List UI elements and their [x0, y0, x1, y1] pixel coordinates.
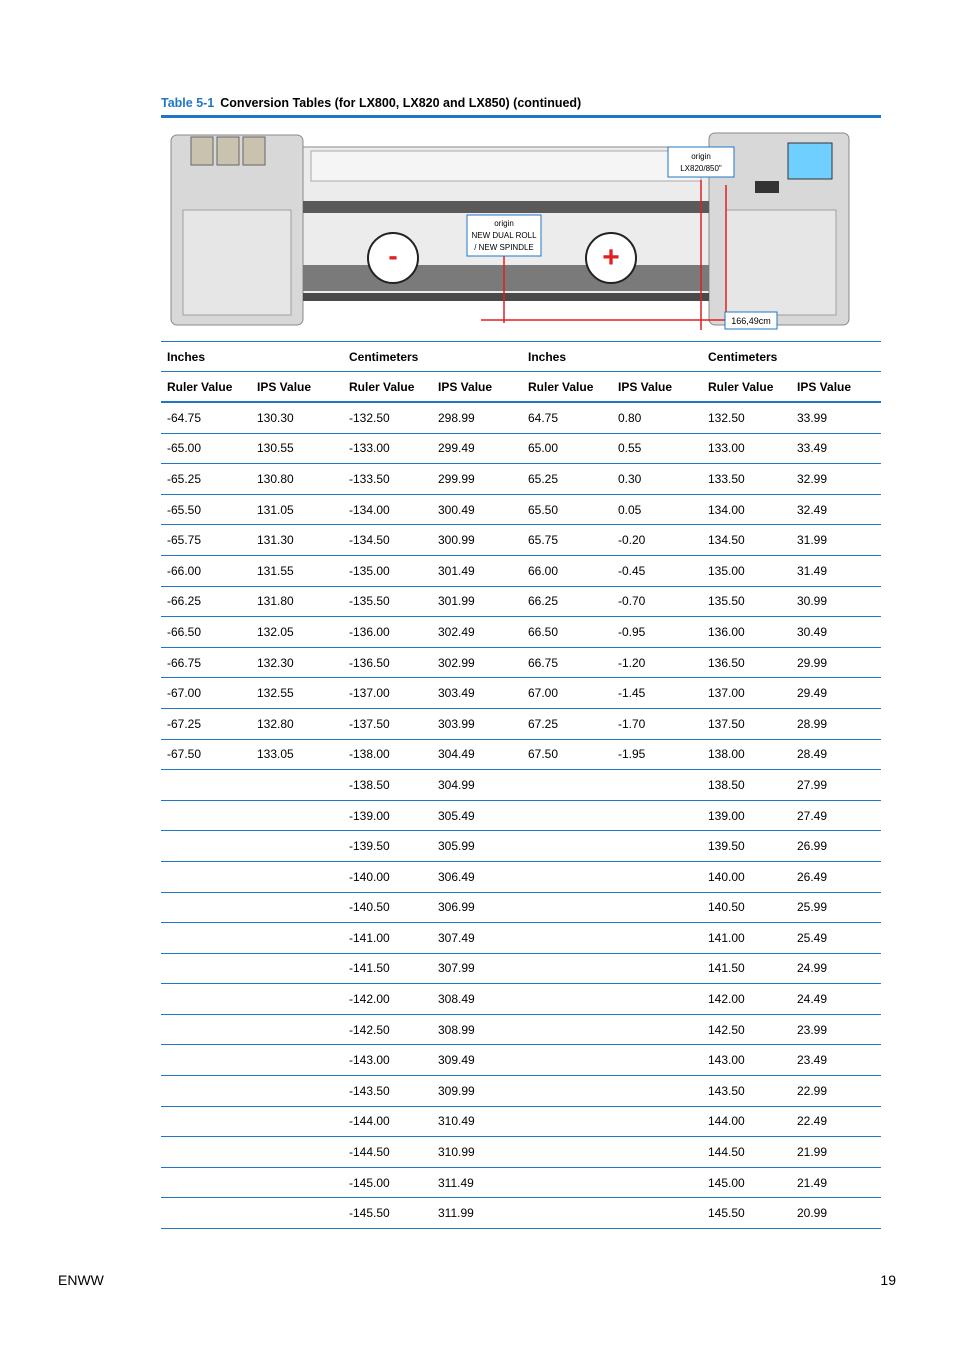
table-cell: -143.00: [343, 1045, 432, 1076]
table-cell: -1.20: [612, 647, 702, 678]
table-cell: 139.50: [702, 831, 791, 862]
table-cell: [522, 923, 612, 954]
table-cell: 308.99: [432, 1014, 522, 1045]
table-cell: 25.49: [791, 923, 881, 954]
table-cell: -139.00: [343, 800, 432, 831]
table-cell: 131.55: [251, 555, 343, 586]
table-row: [161, 708, 881, 739]
table-cell: [251, 770, 343, 801]
table-cell: -67.50: [161, 739, 251, 770]
table-cell: [612, 770, 702, 801]
table-cell: 66.25: [522, 586, 612, 617]
table-cell: -138.00: [343, 739, 432, 770]
table-cell: -0.20: [612, 525, 702, 556]
table-row: [161, 1045, 881, 1076]
table-cell: [522, 1198, 612, 1229]
table-cell: [251, 1106, 343, 1137]
ink-cartridge-3: [243, 137, 265, 165]
table-cell: 302.49: [432, 617, 522, 648]
table-row: [161, 1167, 881, 1198]
table-cell: 65.75: [522, 525, 612, 556]
table-cell: 143.50: [702, 1076, 791, 1107]
table-row: [161, 678, 881, 709]
table-cell: -66.00: [161, 555, 251, 586]
table-cell: 23.49: [791, 1045, 881, 1076]
table-cell: 144.50: [702, 1137, 791, 1168]
table-cell: 66.50: [522, 617, 612, 648]
table-row: [161, 1106, 881, 1137]
table-cell: 143.00: [702, 1045, 791, 1076]
table-cell: -66.75: [161, 647, 251, 678]
table-cell: 309.49: [432, 1045, 522, 1076]
column-header: IPS Value: [612, 372, 702, 403]
table-cell: 299.99: [432, 464, 522, 495]
table-cell: [251, 1198, 343, 1229]
table-cell: [251, 1045, 343, 1076]
table-row: [161, 1014, 881, 1045]
table-row: [161, 1198, 881, 1229]
table-cell: 302.99: [432, 647, 522, 678]
table-cell: 308.49: [432, 984, 522, 1015]
measurement-label: 166,49cm: [731, 316, 771, 326]
table-cell: -67.00: [161, 678, 251, 709]
table-cell: 26.49: [791, 861, 881, 892]
table-cell: 306.99: [432, 892, 522, 923]
table-cell: 133.50: [702, 464, 791, 495]
table-cell: 21.49: [791, 1167, 881, 1198]
table-cell: -134.50: [343, 525, 432, 556]
table-row: [161, 402, 881, 433]
table-cell: [251, 923, 343, 954]
table-cell: 132.50: [702, 402, 791, 433]
table-cell: 140.00: [702, 861, 791, 892]
table-row: [161, 647, 881, 678]
table-cell: [161, 953, 251, 984]
table-cell: -140.50: [343, 892, 432, 923]
table-cell: 0.30: [612, 464, 702, 495]
table-cell: -1.45: [612, 678, 702, 709]
table-cell: [612, 800, 702, 831]
table-row: [161, 892, 881, 923]
table-cell: -142.50: [343, 1014, 432, 1045]
origin-dual-label-3: / NEW SPINDLE: [474, 243, 534, 252]
table-cell: -144.00: [343, 1106, 432, 1137]
table-row: [161, 739, 881, 770]
table-cell: -65.25: [161, 464, 251, 495]
table-cell: 67.00: [522, 678, 612, 709]
table-cell: -134.00: [343, 494, 432, 525]
table-cell: 141.00: [702, 923, 791, 954]
table-row: [161, 1137, 881, 1168]
table-row: [161, 984, 881, 1015]
table-cell: 29.99: [791, 647, 881, 678]
table-cell: 131.05: [251, 494, 343, 525]
table-cell: [612, 1014, 702, 1045]
table-cell: 135.50: [702, 586, 791, 617]
table-cell: -66.50: [161, 617, 251, 648]
origin-lx-label-1: origin: [691, 152, 711, 161]
footer-enww: ENWW: [58, 1272, 104, 1288]
table-cell: [251, 861, 343, 892]
table-cell: -145.00: [343, 1167, 432, 1198]
table-cell: 137.50: [702, 708, 791, 739]
table-cell: 26.99: [791, 831, 881, 862]
table-cell: [251, 831, 343, 862]
table-cell: 311.49: [432, 1167, 522, 1198]
table-cell: 142.50: [702, 1014, 791, 1045]
table-row: [161, 525, 881, 556]
table-cell: [251, 1137, 343, 1168]
column-header: IPS Value: [432, 372, 522, 403]
table-cell: [522, 770, 612, 801]
table-cell: [161, 923, 251, 954]
table-cell: 309.99: [432, 1076, 522, 1107]
table-cell: [522, 1137, 612, 1168]
table-cell: 20.99: [791, 1198, 881, 1229]
table-cell: [612, 1045, 702, 1076]
table-cell: 140.50: [702, 892, 791, 923]
table-cell: 300.99: [432, 525, 522, 556]
table-cell: 130.30: [251, 402, 343, 433]
table-cell: 21.99: [791, 1137, 881, 1168]
table-cell: 138.50: [702, 770, 791, 801]
table-cell: -135.50: [343, 586, 432, 617]
table-row: [161, 1076, 881, 1107]
table-cell: [522, 1076, 612, 1107]
table-cell: -64.75: [161, 402, 251, 433]
table-cell: 304.99: [432, 770, 522, 801]
table-cell: -67.25: [161, 708, 251, 739]
table-cell: [612, 1167, 702, 1198]
table-row: [161, 800, 881, 831]
table-cell: 141.50: [702, 953, 791, 984]
table-cell: -135.00: [343, 555, 432, 586]
table-row: [161, 433, 881, 464]
table-cell: [612, 1076, 702, 1107]
table-cell: [161, 1014, 251, 1045]
table-cell: 132.55: [251, 678, 343, 709]
table-cell: -1.95: [612, 739, 702, 770]
origin-lx-label-2: LX820/850": [680, 164, 722, 173]
table-cell: 132.30: [251, 647, 343, 678]
table-number: Table 5-1: [161, 96, 215, 110]
table-cell: -139.50: [343, 831, 432, 862]
table-cell: -144.50: [343, 1137, 432, 1168]
table-cell: [612, 984, 702, 1015]
table-cell: [522, 984, 612, 1015]
table-cell: 300.49: [432, 494, 522, 525]
conversion-table: [161, 341, 881, 1229]
table-cell: -142.00: [343, 984, 432, 1015]
table-row: [161, 923, 881, 954]
table-cell: 27.49: [791, 800, 881, 831]
table-cell: 0.80: [612, 402, 702, 433]
table-cell: [612, 1137, 702, 1168]
table-row: [161, 831, 881, 862]
table-cell: [251, 800, 343, 831]
table-cell: 27.99: [791, 770, 881, 801]
table-cell: 135.00: [702, 555, 791, 586]
table-cell: 28.49: [791, 739, 881, 770]
table-cell: 305.49: [432, 800, 522, 831]
table-cell: [612, 831, 702, 862]
table-cell: 144.00: [702, 1106, 791, 1137]
table-cell: 31.99: [791, 525, 881, 556]
table-cell: 33.99: [791, 402, 881, 433]
table-cell: -132.50: [343, 402, 432, 433]
table-cell: 145.50: [702, 1198, 791, 1229]
table-cell: 29.49: [791, 678, 881, 709]
table-row: [161, 861, 881, 892]
table-cell: 139.00: [702, 800, 791, 831]
table-cell: -141.50: [343, 953, 432, 984]
caption-rule: [161, 115, 881, 118]
table-cell: 25.99: [791, 892, 881, 923]
table-cell: 65.00: [522, 433, 612, 464]
table-cell: [161, 831, 251, 862]
table-cell: [522, 1106, 612, 1137]
table-cell: [522, 831, 612, 862]
table-cell: 130.55: [251, 433, 343, 464]
table-cell: 30.99: [791, 586, 881, 617]
group-header-inches-1: Inches: [161, 342, 343, 372]
table-cell: [161, 1045, 251, 1076]
table-row: [161, 770, 881, 801]
table-cell: 301.99: [432, 586, 522, 617]
table-cell: [161, 1076, 251, 1107]
group-header-inches-2: Inches: [522, 342, 702, 372]
group-header-centimeters-1: Centimeters: [343, 342, 522, 372]
table-cell: [522, 800, 612, 831]
table-cell: [251, 1076, 343, 1107]
table-cell: -0.95: [612, 617, 702, 648]
table-cell: 131.30: [251, 525, 343, 556]
table-cell: [612, 923, 702, 954]
table-row: [161, 586, 881, 617]
table-cell: [251, 984, 343, 1015]
table-cell: [251, 892, 343, 923]
table-cell: 305.99: [432, 831, 522, 862]
table-cell: 136.50: [702, 647, 791, 678]
table-cell: 145.00: [702, 1167, 791, 1198]
table-cell: 307.99: [432, 953, 522, 984]
table-cell: 28.99: [791, 708, 881, 739]
table-cell: 67.50: [522, 739, 612, 770]
minus-sign: -: [388, 240, 398, 271]
table-cell: 67.25: [522, 708, 612, 739]
column-header: IPS Value: [251, 372, 343, 403]
table-cell: -137.50: [343, 708, 432, 739]
table-cell: [161, 984, 251, 1015]
table-cell: [522, 892, 612, 923]
table-row: [161, 953, 881, 984]
group-header-centimeters-2: Centimeters: [702, 342, 881, 372]
table-cell: [161, 1198, 251, 1229]
table-cell: 311.99: [432, 1198, 522, 1229]
table-cell: 132.05: [251, 617, 343, 648]
ink-cartridge-2: [217, 137, 239, 165]
table-cell: 0.05: [612, 494, 702, 525]
table-cell: 299.49: [432, 433, 522, 464]
table-cell: 133.05: [251, 739, 343, 770]
table-cell: 22.49: [791, 1106, 881, 1137]
table-cell: 138.00: [702, 739, 791, 770]
table-cell: 134.00: [702, 494, 791, 525]
table-cell: [522, 861, 612, 892]
table-cell: 134.50: [702, 525, 791, 556]
column-header: Ruler Value: [343, 372, 432, 403]
origin-dual-label-2: NEW DUAL ROLL: [471, 231, 537, 240]
table-cell: [161, 1167, 251, 1198]
table-cell: 136.00: [702, 617, 791, 648]
table-cell: 304.49: [432, 739, 522, 770]
table-cell: -66.25: [161, 586, 251, 617]
table-cell: [612, 892, 702, 923]
table-cell: 24.49: [791, 984, 881, 1015]
table-cell: [522, 1045, 612, 1076]
table-cell: -65.50: [161, 494, 251, 525]
table-cell: -143.50: [343, 1076, 432, 1107]
table-row: [161, 464, 881, 495]
column-header: Ruler Value: [702, 372, 791, 403]
printer-figure: [161, 125, 881, 335]
table-cell: 132.80: [251, 708, 343, 739]
table-cell: 24.99: [791, 953, 881, 984]
table-cell: -0.45: [612, 555, 702, 586]
group-header-row: [161, 342, 881, 372]
table-row: [161, 555, 881, 586]
table-cell: 303.99: [432, 708, 522, 739]
table-cell: [251, 1014, 343, 1045]
table-cell: [612, 1198, 702, 1229]
table-cell: -65.75: [161, 525, 251, 556]
table-cell: 298.99: [432, 402, 522, 433]
table-cell: [612, 861, 702, 892]
table-cell: -1.70: [612, 708, 702, 739]
plus-sign: +: [602, 241, 620, 274]
table-cell: 64.75: [522, 402, 612, 433]
table-cell: 142.00: [702, 984, 791, 1015]
table-cell: 301.49: [432, 555, 522, 586]
table-cell: -138.50: [343, 770, 432, 801]
table-cell: -0.70: [612, 586, 702, 617]
table-title: Conversion Tables (for LX800, LX820 and LX850) (continued): [220, 96, 582, 110]
table-cell: [522, 1167, 612, 1198]
table-cell: 33.49: [791, 433, 881, 464]
table-cell: [161, 892, 251, 923]
table-cell: 23.99: [791, 1014, 881, 1045]
table-cell: -133.50: [343, 464, 432, 495]
table-cell: 32.99: [791, 464, 881, 495]
table-cell: [161, 800, 251, 831]
origin-dual-label-1: origin: [494, 219, 514, 228]
table-cell: 137.00: [702, 678, 791, 709]
table-cell: [612, 1106, 702, 1137]
table-cell: 66.00: [522, 555, 612, 586]
table-cell: 65.25: [522, 464, 612, 495]
table-cell: -145.50: [343, 1198, 432, 1229]
column-header: IPS Value: [791, 372, 881, 403]
page-number: 19: [880, 1272, 896, 1288]
table-cell: [161, 861, 251, 892]
table-cell: 65.50: [522, 494, 612, 525]
table-cell: 0.55: [612, 433, 702, 464]
table-body: [161, 402, 881, 1229]
table-cell: 31.49: [791, 555, 881, 586]
table-cell: [161, 1106, 251, 1137]
table-cell: 131.80: [251, 586, 343, 617]
table-caption: [161, 94, 881, 112]
table-cell: [522, 1014, 612, 1045]
table-cell: 306.49: [432, 861, 522, 892]
table-cell: 30.49: [791, 617, 881, 648]
table-cell: [161, 1137, 251, 1168]
table-cell: 130.80: [251, 464, 343, 495]
table-cell: 32.49: [791, 494, 881, 525]
table-cell: -141.00: [343, 923, 432, 954]
table-cell: -65.00: [161, 433, 251, 464]
table-cell: -136.50: [343, 647, 432, 678]
table-cell: 66.75: [522, 647, 612, 678]
table-cell: -137.00: [343, 678, 432, 709]
table-cell: [251, 1167, 343, 1198]
ink-cartridge-1: [191, 137, 213, 165]
table-cell: -133.00: [343, 433, 432, 464]
table-cell: [522, 953, 612, 984]
table-cell: -140.00: [343, 861, 432, 892]
table-cell: 22.99: [791, 1076, 881, 1107]
table-cell: [161, 770, 251, 801]
table-cell: 310.49: [432, 1106, 522, 1137]
table-cell: 133.00: [702, 433, 791, 464]
table-row: [161, 617, 881, 648]
table-cell: 310.99: [432, 1137, 522, 1168]
table-cell: [612, 953, 702, 984]
table-row: [161, 494, 881, 525]
table-cell: 303.49: [432, 678, 522, 709]
column-header: Ruler Value: [522, 372, 612, 403]
table-cell: 307.49: [432, 923, 522, 954]
column-header: Ruler Value: [161, 372, 251, 403]
column-header-row: [161, 372, 881, 403]
table-cell: [251, 953, 343, 984]
front-panel-screen: [788, 143, 832, 179]
table-cell: -136.00: [343, 617, 432, 648]
